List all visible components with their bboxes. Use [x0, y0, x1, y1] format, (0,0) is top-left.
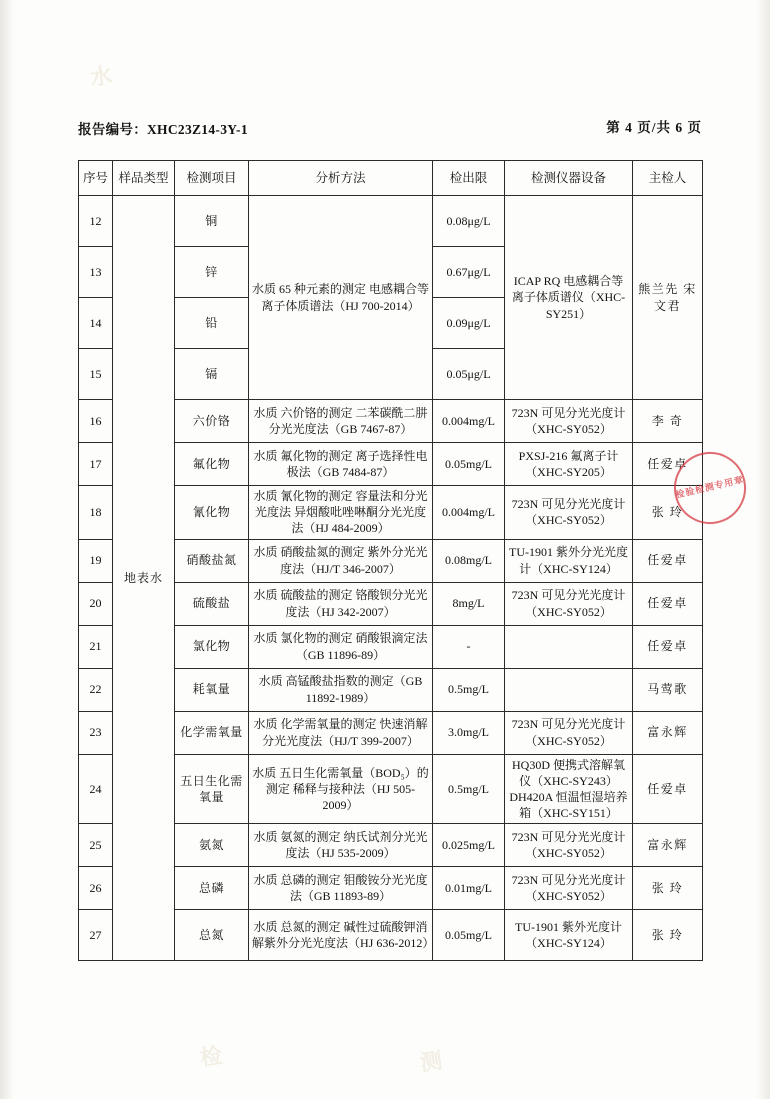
document-header — [78, 118, 702, 140]
cell-detection-limit: 8mg/L — [433, 582, 505, 625]
scan-edge-right — [756, 0, 770, 1099]
cell-method: 水质 氯化物的测定 硝酸银滴定法（GB 11896-89） — [249, 625, 433, 668]
cell-detection-limit: 3.0mg/L — [433, 711, 505, 754]
cell-test-item: 硫酸盐 — [175, 582, 249, 625]
cell-no: 21 — [79, 625, 113, 668]
cell-instrument — [505, 668, 633, 711]
cell-test-item: 铅 — [175, 298, 249, 349]
cell-detection-limit: 0.004mg/L — [433, 486, 505, 540]
cell-instrument: 723N 可见分光光度计（XHC-SY052） — [505, 867, 633, 910]
header-test-item: 检测项目 — [175, 161, 249, 196]
cell-sample-type: 地表水 — [113, 196, 175, 961]
header-detection-limit: 检出限 — [433, 161, 505, 196]
cell-test-item: 硝酸盐氮 — [175, 539, 249, 582]
cell-instrument — [505, 625, 633, 668]
cell-no: 27 — [79, 910, 113, 961]
cell-instrument: TU-1901 紫外光度计（XHC-SY124） — [505, 910, 633, 961]
cell-detection-limit: 0.08μg/L — [433, 196, 505, 247]
cell-inspector: 任爱卓 — [633, 754, 703, 824]
cell-inspector: 富永辉 — [633, 711, 703, 754]
seal-text: 检验检测专用章 — [674, 474, 746, 500]
cell-no: 19 — [79, 539, 113, 582]
cell-inspector: 熊兰先 宋文君 — [633, 196, 703, 400]
watermark: 水 — [88, 62, 114, 91]
cell-no: 23 — [79, 711, 113, 754]
cell-test-item: 耗氧量 — [175, 668, 249, 711]
cell-method: 水质 六价铬的测定 二苯碳酰二肼分光光度法（GB 7467-87） — [249, 400, 433, 443]
cell-detection-limit: 0.09μg/L — [433, 298, 505, 349]
cell-no: 13 — [79, 247, 113, 298]
cell-method: 水质 氰化物的测定 容量法和分光光度法 异烟酸吡唑啉酮分光光度法（HJ 484-2009） — [249, 486, 433, 540]
page-indicator: 第 4 页/共 6 页 — [606, 120, 702, 135]
header-sample-type: 样品类型 — [113, 161, 175, 196]
cell-detection-limit: 0.67μg/L — [433, 247, 505, 298]
cell-method: 水质 硫酸盐的测定 铬酸钡分光光度法（HJ 342-2007） — [249, 582, 433, 625]
cell-inspector: 张 玲 — [633, 867, 703, 910]
report-number — [78, 118, 248, 138]
cell-inspector: 任爱卓 — [633, 625, 703, 668]
cell-inspector: 张 玲 — [633, 486, 703, 540]
cell-method: 水质 高锰酸盐指数的测定（GB 11892-1989） — [249, 668, 433, 711]
report-number-label: 报告编号： — [78, 122, 147, 137]
cell-no: 26 — [79, 867, 113, 910]
cell-detection-limit: 0.05mg/L — [433, 443, 505, 486]
header-method: 分析方法 — [249, 161, 433, 196]
cell-instrument: 723N 可见分光光度计（XHC-SY052） — [505, 486, 633, 540]
cell-no: 16 — [79, 400, 113, 443]
cell-test-item: 锌 — [175, 247, 249, 298]
cell-instrument: ICAP RQ 电感耦合等离子体质谱仪（XHC-SY251） — [505, 196, 633, 400]
cell-no: 25 — [79, 824, 113, 867]
cell-detection-limit: 0.004mg/L — [433, 400, 505, 443]
cell-no: 20 — [79, 582, 113, 625]
cell-inspector: 任爱卓 — [633, 443, 703, 486]
cell-method: 水质 五日生化需氧量（BOD₅）的测定 稀释与接种法（HJ 505-2009） — [249, 754, 433, 824]
cell-inspector: 李 奇 — [633, 400, 703, 443]
cell-method: 水质 总磷的测定 钼酸铵分光光度法（GB 11893-89） — [249, 867, 433, 910]
cell-instrument: PXSJ-216 氟离子计（XHC-SY205） — [505, 443, 633, 486]
cell-test-item: 总氮 — [175, 910, 249, 961]
cell-no: 18 — [79, 486, 113, 540]
cell-instrument: 723N 可见分光光度计（XHC-SY052） — [505, 400, 633, 443]
cell-no: 14 — [79, 298, 113, 349]
cell-inspector: 马莺歌 — [633, 668, 703, 711]
cell-test-item: 氨氮 — [175, 824, 249, 867]
cell-detection-limit: 0.01mg/L — [433, 867, 505, 910]
cell-detection-limit: 0.025mg/L — [433, 824, 505, 867]
test-items-table — [78, 160, 703, 961]
cell-inspector: 富永辉 — [633, 824, 703, 867]
cell-method: 水质 化学需氧量的测定 快速消解分光光度法（HJ/T 399-2007） — [249, 711, 433, 754]
cell-detection-limit: 0.08mg/L — [433, 539, 505, 582]
watermark: 测 — [418, 1047, 444, 1076]
table-row — [79, 196, 703, 247]
cell-instrument: TU-1901 紫外分光光度计（XHC-SY124） — [505, 539, 633, 582]
cell-method: 水质 65 种元素的测定 电感耦合等离子体质谱法（HJ 700-2014） — [249, 196, 433, 400]
cell-detection-limit: 0.5mg/L — [433, 754, 505, 824]
watermark: 检 — [198, 1042, 224, 1071]
cell-test-item: 镉 — [175, 349, 249, 400]
scan-edge-left — [0, 0, 14, 1099]
header-instrument: 检测仪器设备 — [505, 161, 633, 196]
cell-method: 水质 氟化物的测定 离子选择性电极法（GB 7484-87） — [249, 443, 433, 486]
cell-test-item: 六价铬 — [175, 400, 249, 443]
cell-no: 24 — [79, 754, 113, 824]
cell-method: 水质 硝酸盐氮的测定 紫外分光光度法（HJ/T 346-2007） — [249, 539, 433, 582]
cell-detection-limit: 0.5mg/L — [433, 668, 505, 711]
cell-instrument: 723N 可见分光光度计（XHC-SY052） — [505, 824, 633, 867]
cell-inspector: 张 玲 — [633, 910, 703, 961]
cell-detection-limit: - — [433, 625, 505, 668]
cell-instrument: HQ30D 便携式溶解氧仪（XHC-SY243） DH420A 恒温恒湿培养箱（XHC-SY151） — [505, 754, 633, 824]
cell-inspector: 任爱卓 — [633, 582, 703, 625]
cell-detection-limit: 0.05mg/L — [433, 910, 505, 961]
cell-test-item: 总磷 — [175, 867, 249, 910]
cell-test-item: 五日生化需氧量 — [175, 754, 249, 824]
cell-instrument: 723N 可见分光光度计（XHC-SY052） — [505, 582, 633, 625]
cell-test-item: 化学需氧量 — [175, 711, 249, 754]
cell-test-item: 铜 — [175, 196, 249, 247]
cell-no: 12 — [79, 196, 113, 247]
cell-method: 水质 总氮的测定 碱性过硫酸钾消解紫外分光光度法（HJ 636-2012） — [249, 910, 433, 961]
cell-test-item: 氯化物 — [175, 625, 249, 668]
cell-instrument: 723N 可见分光光度计（XHC-SY052） — [505, 711, 633, 754]
header-inspector: 主检人 — [633, 161, 703, 196]
cell-no: 17 — [79, 443, 113, 486]
cell-test-item: 氰化物 — [175, 486, 249, 540]
table-header-row — [79, 161, 703, 196]
cell-no: 22 — [79, 668, 113, 711]
cell-inspector: 任爱卓 — [633, 539, 703, 582]
cell-test-item: 氟化物 — [175, 443, 249, 486]
cell-method: 水质 氨氮的测定 纳氏试剂分光光度法（HJ 535-2009） — [249, 824, 433, 867]
header-no: 序号 — [79, 161, 113, 196]
report-number-value: XHC23Z14-3Y-1 — [147, 122, 248, 137]
cell-no: 15 — [79, 349, 113, 400]
cell-detection-limit: 0.05μg/L — [433, 349, 505, 400]
